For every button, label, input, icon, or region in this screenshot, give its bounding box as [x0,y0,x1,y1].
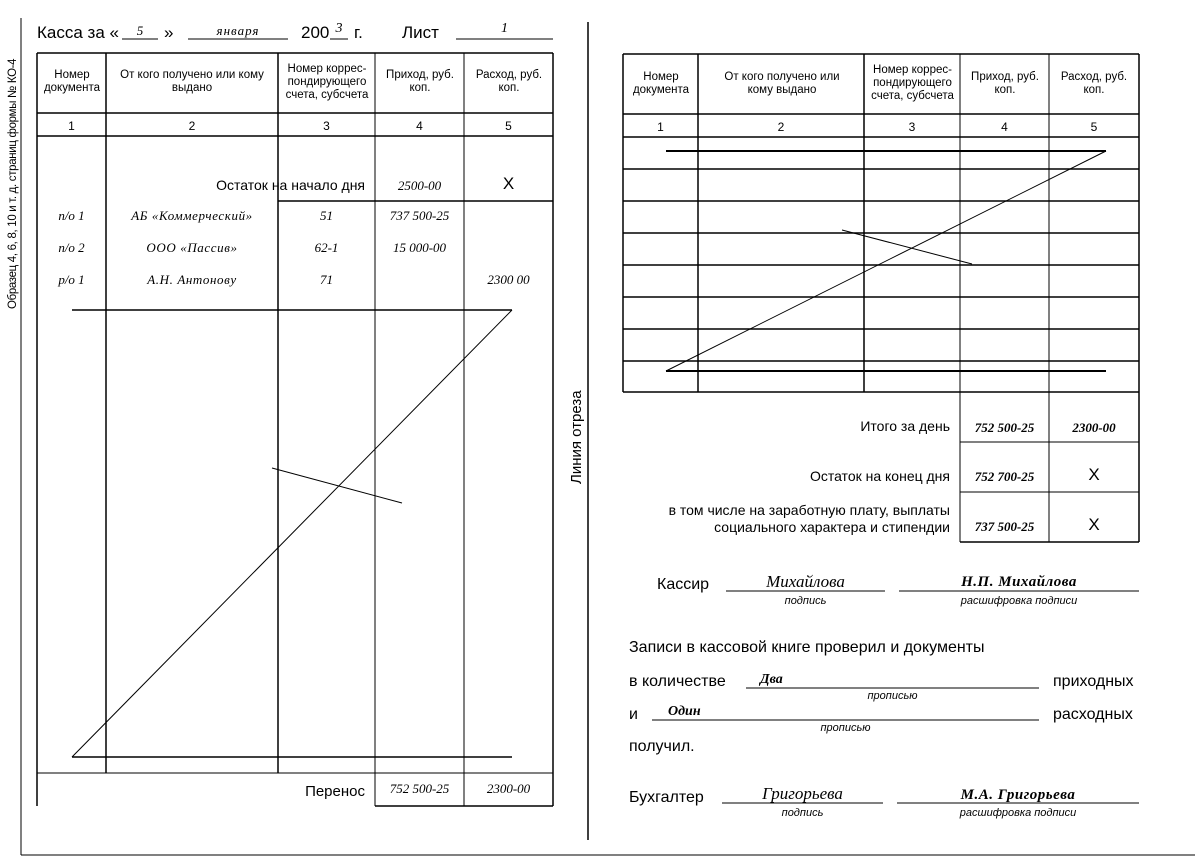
right-colnum-1: 1 [657,120,664,134]
received-label: получил. [629,738,695,755]
cash-for-label: Касса за « [37,23,119,42]
opening-balance-label: Остаток на начало дня [216,177,365,193]
day-total-label: Итого за день [860,418,950,434]
row-account: 62-1 [314,240,339,255]
accountant-decode-caption: расшифровка подписи [959,807,1077,819]
row-who: ООО «Пассив» [146,240,238,255]
outgoing-words-caption: прописью [820,722,871,734]
quantity-label: в количестве [629,673,726,690]
side-note: Образец 4, 6, 8, 10 и т. д. страниц формы № КО-4 [5,58,19,309]
row-who: АБ «Коммерческий» [131,208,253,223]
left-colnum-5: 5 [505,119,512,133]
cashier-signature: Михайлова [766,572,845,591]
and-label: и [629,706,638,723]
right-colnum-3: 3 [908,120,916,134]
row-doc: п/о 1 [58,208,85,223]
left-header-account: Номер коррес-пондирующего счета, субсчета [285,63,369,101]
left-header-expense: Расход, руб. коп. [475,69,543,94]
closing-balance-label: Остаток на конец дня [809,468,950,484]
cut-line-label: Линия отреза [568,390,585,484]
accountant-name: М.А. Григорьева [960,787,1076,803]
day-close-quote: » [164,23,174,42]
year-digit: 3 [335,21,343,36]
opening-balance-expense: X [502,174,515,193]
year-suffix: г. [354,23,363,42]
right-header-income: Приход, руб. коп. [971,71,1039,96]
day-total-expense: 2300-00 [1072,420,1116,435]
accountant-signature: Григорьева [762,784,843,803]
right-colnum-5: 5 [1090,120,1098,134]
carry-forward-label: Перенос [305,783,365,800]
left-header-from-to: От кого получено или кому выдано [120,69,264,94]
right-header-account: Номер коррес-пондирующего счета, субсчета [871,64,954,102]
row-income: 737 500-25 [389,208,450,223]
day-total-income: 752 500-25 [974,420,1035,435]
opening-balance-income: 2500-00 [397,178,442,193]
row-account: 51 [320,208,333,223]
left-header-doc-number: Номер документа [43,69,101,94]
accountant-label: Бухгалтер [629,789,704,806]
accountant-signature-caption: подпись [781,807,824,819]
row-account: 71 [320,272,333,287]
carry-forward-income: 752 500-25 [389,781,450,796]
left-header-income: Приход, руб. коп. [386,69,454,94]
left-colnum-1: 1 [68,119,75,133]
right-header-doc-number: Номер документа [632,71,690,96]
right-colnum-2: 2 [777,120,785,134]
cashier-signature-caption: подпись [784,595,827,607]
right-colnum-4: 4 [1001,120,1008,134]
outgoing-word: расходных [1053,706,1133,723]
salary-income: 737 500-25 [974,519,1035,534]
left-colnum-2: 2 [188,119,196,133]
incoming-word: приходных [1053,673,1134,690]
cashier-label: Кассир [657,576,710,593]
salary-label-line1: в том числе на заработную плату, выплаты [668,502,950,518]
salary-expense: X [1088,515,1100,534]
sheet-number: 1 [501,21,508,36]
left-colnum-4: 4 [416,119,423,133]
cashier-name: Н.П. Михайлова [961,574,1077,590]
row-doc: п/о 2 [58,240,85,255]
right-header-from-to: От кого получено или кому выдано [724,71,840,96]
cashier-decode-caption: расшифровка подписи [960,595,1078,607]
row-doc: р/о 1 [58,272,85,287]
sheet-label: Лист [402,23,439,42]
row-income: 15 000-00 [392,240,447,255]
quantity-outgoing: Один [668,704,701,719]
closing-balance-expense: X [1088,465,1100,484]
carry-forward-expense: 2300-00 [486,781,531,796]
row-expense: 2300 00 [487,272,530,287]
month-value: января [216,23,260,38]
year-prefix: 200 [301,23,330,42]
closing-balance-income: 752 700-25 [974,469,1035,484]
day-value: 5 [136,23,144,38]
quantity-incoming: Два [760,672,783,687]
check-statement: Записи в кассовой книге проверил и документы [629,639,985,656]
left-colnum-3: 3 [323,119,330,133]
right-header-expense: Расход, руб. коп. [1060,71,1128,96]
row-who: А.Н. Антонову [147,272,237,287]
incoming-words-caption: прописью [867,690,918,702]
salary-label-line2: социального характера и стипендии [714,519,950,535]
